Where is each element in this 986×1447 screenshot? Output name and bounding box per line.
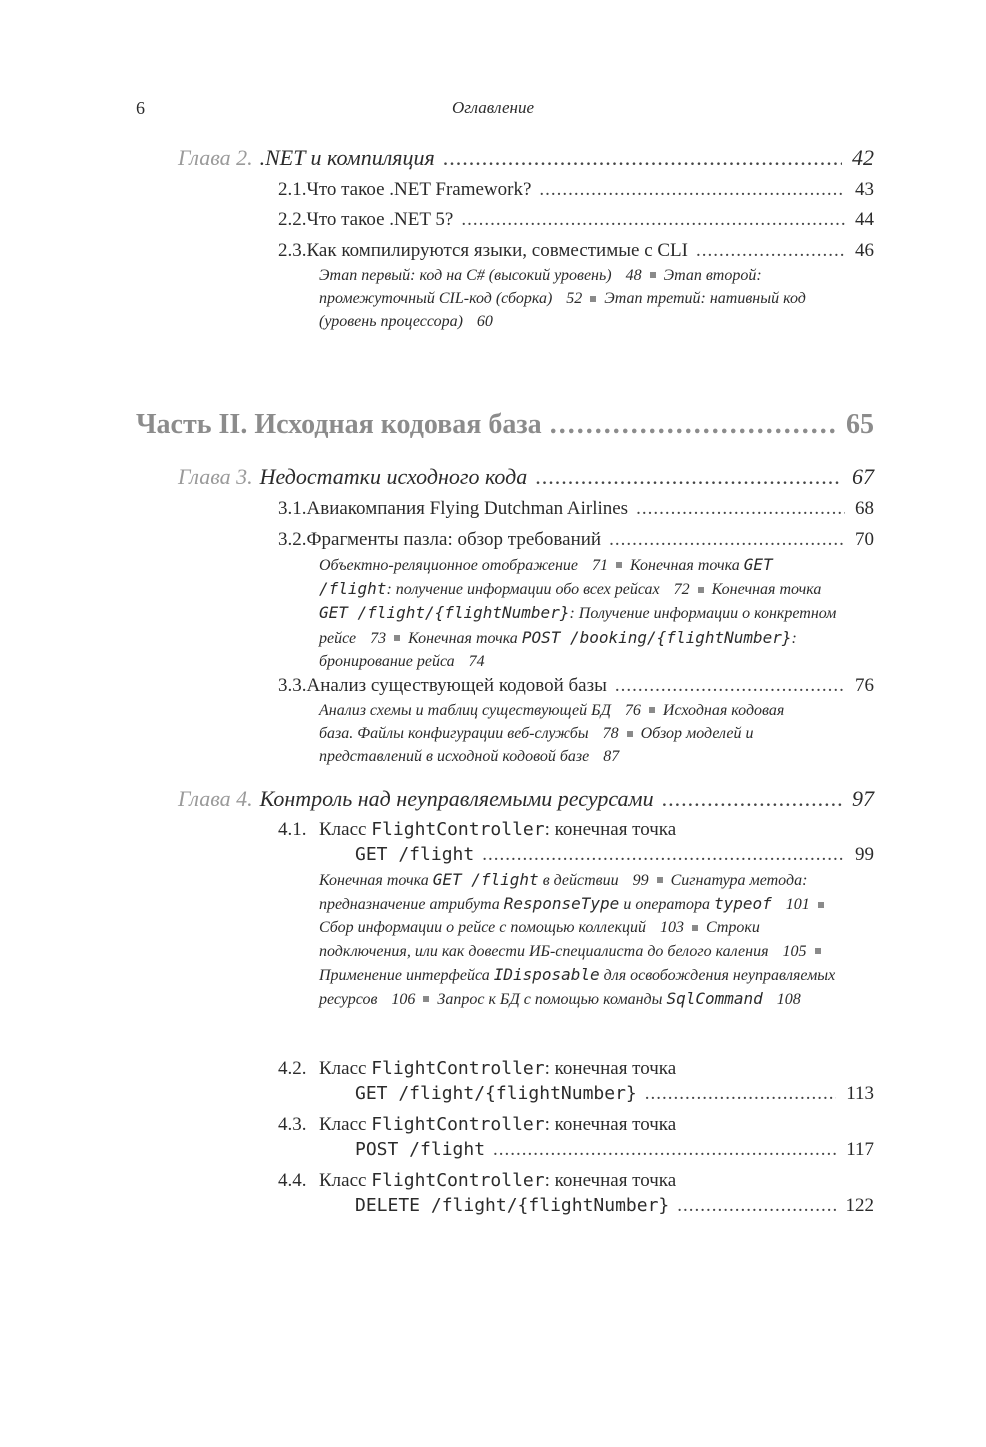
toc-section-3-2[interactable] [278, 529, 874, 551]
section-number: 4.2. [278, 1058, 307, 1079]
part-title: Часть II. Исходная кодовая база [136, 409, 542, 440]
subsection-page: 101 [785, 896, 810, 914]
section-title: Класс [319, 819, 367, 840]
dot-leader [482, 844, 845, 866]
toc-section-4-4-cont[interactable] [355, 1195, 874, 1217]
subsection-page: 78 [602, 725, 619, 743]
subsection-title: и оператора [623, 896, 710, 914]
chapter-title: Недостатки исходного кода [259, 464, 528, 489]
square-bullet-icon [394, 635, 400, 641]
subsection-page: 73 [370, 629, 387, 647]
subsection-title: Обзор моделей и представлений в исходной кодовой базе [319, 725, 754, 766]
toc-section-4-2-cont[interactable] [355, 1083, 874, 1105]
subsection-code: IDisposable [493, 964, 600, 984]
subsection-title: Строки подключения, или как довести ИБ-специалиста до белого каления [319, 919, 769, 960]
dot-leader [609, 529, 845, 551]
subsection-page: 108 [776, 991, 801, 1009]
subsection-page: 71 [592, 557, 608, 574]
chapter-title: Контроль над неуправляемыми ресурсами [259, 786, 654, 811]
square-bullet-icon [650, 272, 656, 278]
square-bullet-icon [616, 562, 622, 568]
chapter-label: Глава 2. [178, 145, 253, 170]
section-code: GET /flight [355, 844, 475, 865]
square-bullet-icon [698, 587, 704, 593]
chapter-label: Глава 4. [178, 786, 253, 811]
subsection-page: 99 [632, 872, 649, 889]
section-title: Фрагменты пазла: обзор требований [306, 529, 602, 550]
running-head: Оглавление [451, 98, 535, 117]
subsection-code: GET /flight/{flightNumber} [319, 603, 570, 623]
dot-leader [615, 675, 845, 697]
subsection-code: POST /booking/{flightNumber} [521, 627, 792, 647]
subsection-page: 76 [624, 702, 641, 719]
toc-section-3-3[interactable] [278, 675, 874, 697]
dot-leader [461, 209, 845, 231]
subsection-title: : получение информации обо всех рейсах [386, 581, 660, 599]
subsection-page: 60 [476, 313, 493, 331]
toc-section-2-3[interactable] [278, 240, 874, 262]
section-page: 76 [855, 675, 874, 696]
subsection-title: Этап первый: код на C# (высокий уровень) [319, 267, 612, 284]
square-bullet-icon [590, 296, 596, 302]
toc-section-4-2[interactable] [278, 1058, 874, 1080]
section-title: Авиакомпания Flying Dutchman Airlines [306, 498, 629, 519]
section-code: FlightController [371, 1170, 545, 1191]
section-page: 113 [846, 1083, 874, 1104]
toc-section-3-1[interactable] [278, 498, 874, 520]
section-code: FlightController [371, 1114, 545, 1135]
section-number: 2.1. [278, 179, 307, 200]
chapter-title: .NET и компиляция [259, 145, 435, 170]
toc-section-4-3-cont[interactable] [355, 1139, 874, 1161]
subsection-code: typeof [713, 894, 772, 914]
section-page: 44 [855, 209, 874, 230]
page-header [0, 98, 986, 122]
section-number: 4.1. [278, 819, 307, 840]
square-bullet-icon [423, 996, 429, 1002]
section-number: 2.2. [278, 209, 307, 230]
toc-section-4-4[interactable] [278, 1170, 874, 1192]
section-number: 3.2. [278, 529, 307, 550]
chapter-label: Глава 3. [178, 464, 253, 489]
subsection-code: ResponseType [503, 894, 620, 914]
section-page: 43 [855, 179, 874, 200]
dot-leader [636, 498, 845, 520]
section-page: 46 [855, 240, 874, 261]
section-code: FlightController [371, 1058, 545, 1079]
section-number: 4.3. [278, 1114, 307, 1135]
subsection-title: Запрос к БД с помощью команды [437, 991, 663, 1009]
subsection-title: : Получение информации о конкретном рейсе [319, 605, 837, 647]
subsection-title: Исходная кодовая база. Файлы конфигурации веб-службы [319, 702, 785, 743]
subsection-code: SqlCommand [666, 989, 763, 1009]
subsection-title: для освобождения неуправляемых ресурсов [319, 966, 836, 1009]
dot-leader [539, 179, 845, 201]
section-page: 122 [845, 1195, 874, 1216]
dot-leader [696, 240, 845, 262]
dot-leader [662, 786, 842, 812]
subsection-code: GET /flight [319, 555, 773, 599]
dot-leader [645, 1083, 836, 1105]
section-number: 3.1. [278, 498, 307, 519]
subsection-list-2-3 [319, 264, 859, 334]
toc-section-4-1[interactable] [278, 819, 874, 841]
chapter-page: 97 [852, 786, 874, 811]
subsection-page: 48 [625, 267, 642, 284]
square-bullet-icon [627, 731, 633, 737]
section-title: : конечная точка [544, 819, 677, 840]
section-code: GET /flight/{flightNumber} [355, 1083, 637, 1104]
section-code: POST /flight [355, 1139, 486, 1160]
subsection-page: 103 [659, 919, 684, 937]
subsection-title: Этап третий: нативный код (уровень процессора) [319, 290, 806, 331]
subsection-list-3-3 [319, 699, 819, 769]
subsection-title: Конечная точка [711, 581, 822, 599]
section-page: 68 [855, 498, 874, 519]
toc-chapter-3[interactable] [178, 464, 874, 490]
part-page: 65 [846, 409, 874, 440]
chapter-page: 67 [852, 464, 874, 489]
subsection-title: Конечная точка [408, 629, 518, 647]
section-title: : конечная точка [544, 1170, 677, 1191]
section-title: Класс [319, 1114, 367, 1135]
subsection-page: 105 [782, 942, 807, 960]
subsection-title: Конечная точка [319, 872, 429, 889]
dot-leader [493, 1139, 836, 1161]
toc-section-4-1-cont[interactable] [355, 844, 874, 866]
section-title: Что такое .NET Framework? [306, 179, 532, 200]
toc-part-2[interactable] [136, 409, 874, 441]
section-title: : конечная точка [544, 1058, 677, 1079]
subsection-page: 52 [566, 290, 583, 308]
square-bullet-icon [649, 707, 655, 713]
subsection-page: 72 [673, 581, 690, 599]
subsection-code: GET /flight [432, 870, 539, 889]
subsection-title: : бронирование рейса [319, 629, 797, 670]
section-number: 2.3. [278, 240, 307, 261]
dot-leader [677, 1195, 835, 1217]
square-bullet-icon [815, 948, 821, 954]
toc-section-4-3[interactable] [278, 1114, 874, 1136]
section-title: Что такое .NET 5? [306, 209, 454, 230]
subsection-page: 74 [468, 652, 485, 670]
section-title: : конечная точка [544, 1114, 677, 1135]
dot-leader [550, 409, 836, 441]
chapter-page: 42 [852, 145, 874, 170]
subsection-page: 87 [603, 748, 620, 766]
section-number: 3.3. [278, 675, 307, 696]
square-bullet-icon [657, 877, 663, 883]
toc-section-2-2[interactable] [278, 209, 874, 231]
subsection-list-3-2 [319, 553, 849, 673]
section-page: 70 [855, 529, 874, 550]
subsection-list-4-1 [319, 868, 854, 1011]
dot-leader [443, 145, 842, 171]
subsection-title: Этап второй: промежуточный CIL-код (сборка) [319, 267, 762, 308]
section-code: FlightController [371, 819, 545, 840]
square-bullet-icon [692, 925, 698, 931]
square-bullet-icon [818, 902, 824, 908]
toc-section-2-1[interactable] [278, 179, 874, 201]
subsection-title: Анализ схемы и таблиц существующей БД [319, 702, 611, 719]
section-page: 99 [855, 844, 874, 865]
section-page: 117 [846, 1139, 874, 1160]
section-code: DELETE /flight/{flightNumber} [355, 1195, 670, 1216]
subsection-page: 106 [391, 991, 416, 1009]
toc-chapter-4[interactable] [178, 786, 874, 812]
subsection-title: Сбор информации о рейсе с помощью коллекций [319, 919, 646, 937]
section-number: 4.4. [278, 1170, 307, 1191]
section-title: Как компилируются языки, совместимые с CLI [306, 240, 688, 261]
section-title: Анализ существующей кодовой базы [306, 675, 607, 696]
subsection-title: в действии [542, 872, 619, 889]
subsection-title: Применение интерфейса [319, 966, 490, 984]
section-title: Класс [319, 1170, 367, 1191]
toc-chapter-2[interactable] [178, 145, 874, 171]
subsection-title: Сигнатура метода: предназначение атрибута [319, 872, 808, 914]
subsection-title: Объектно-реляционное отображение [319, 557, 578, 574]
page-number: 6 [136, 98, 145, 118]
section-title: Класс [319, 1058, 367, 1079]
dot-leader [535, 464, 842, 490]
subsection-title: Конечная точка [630, 557, 740, 574]
